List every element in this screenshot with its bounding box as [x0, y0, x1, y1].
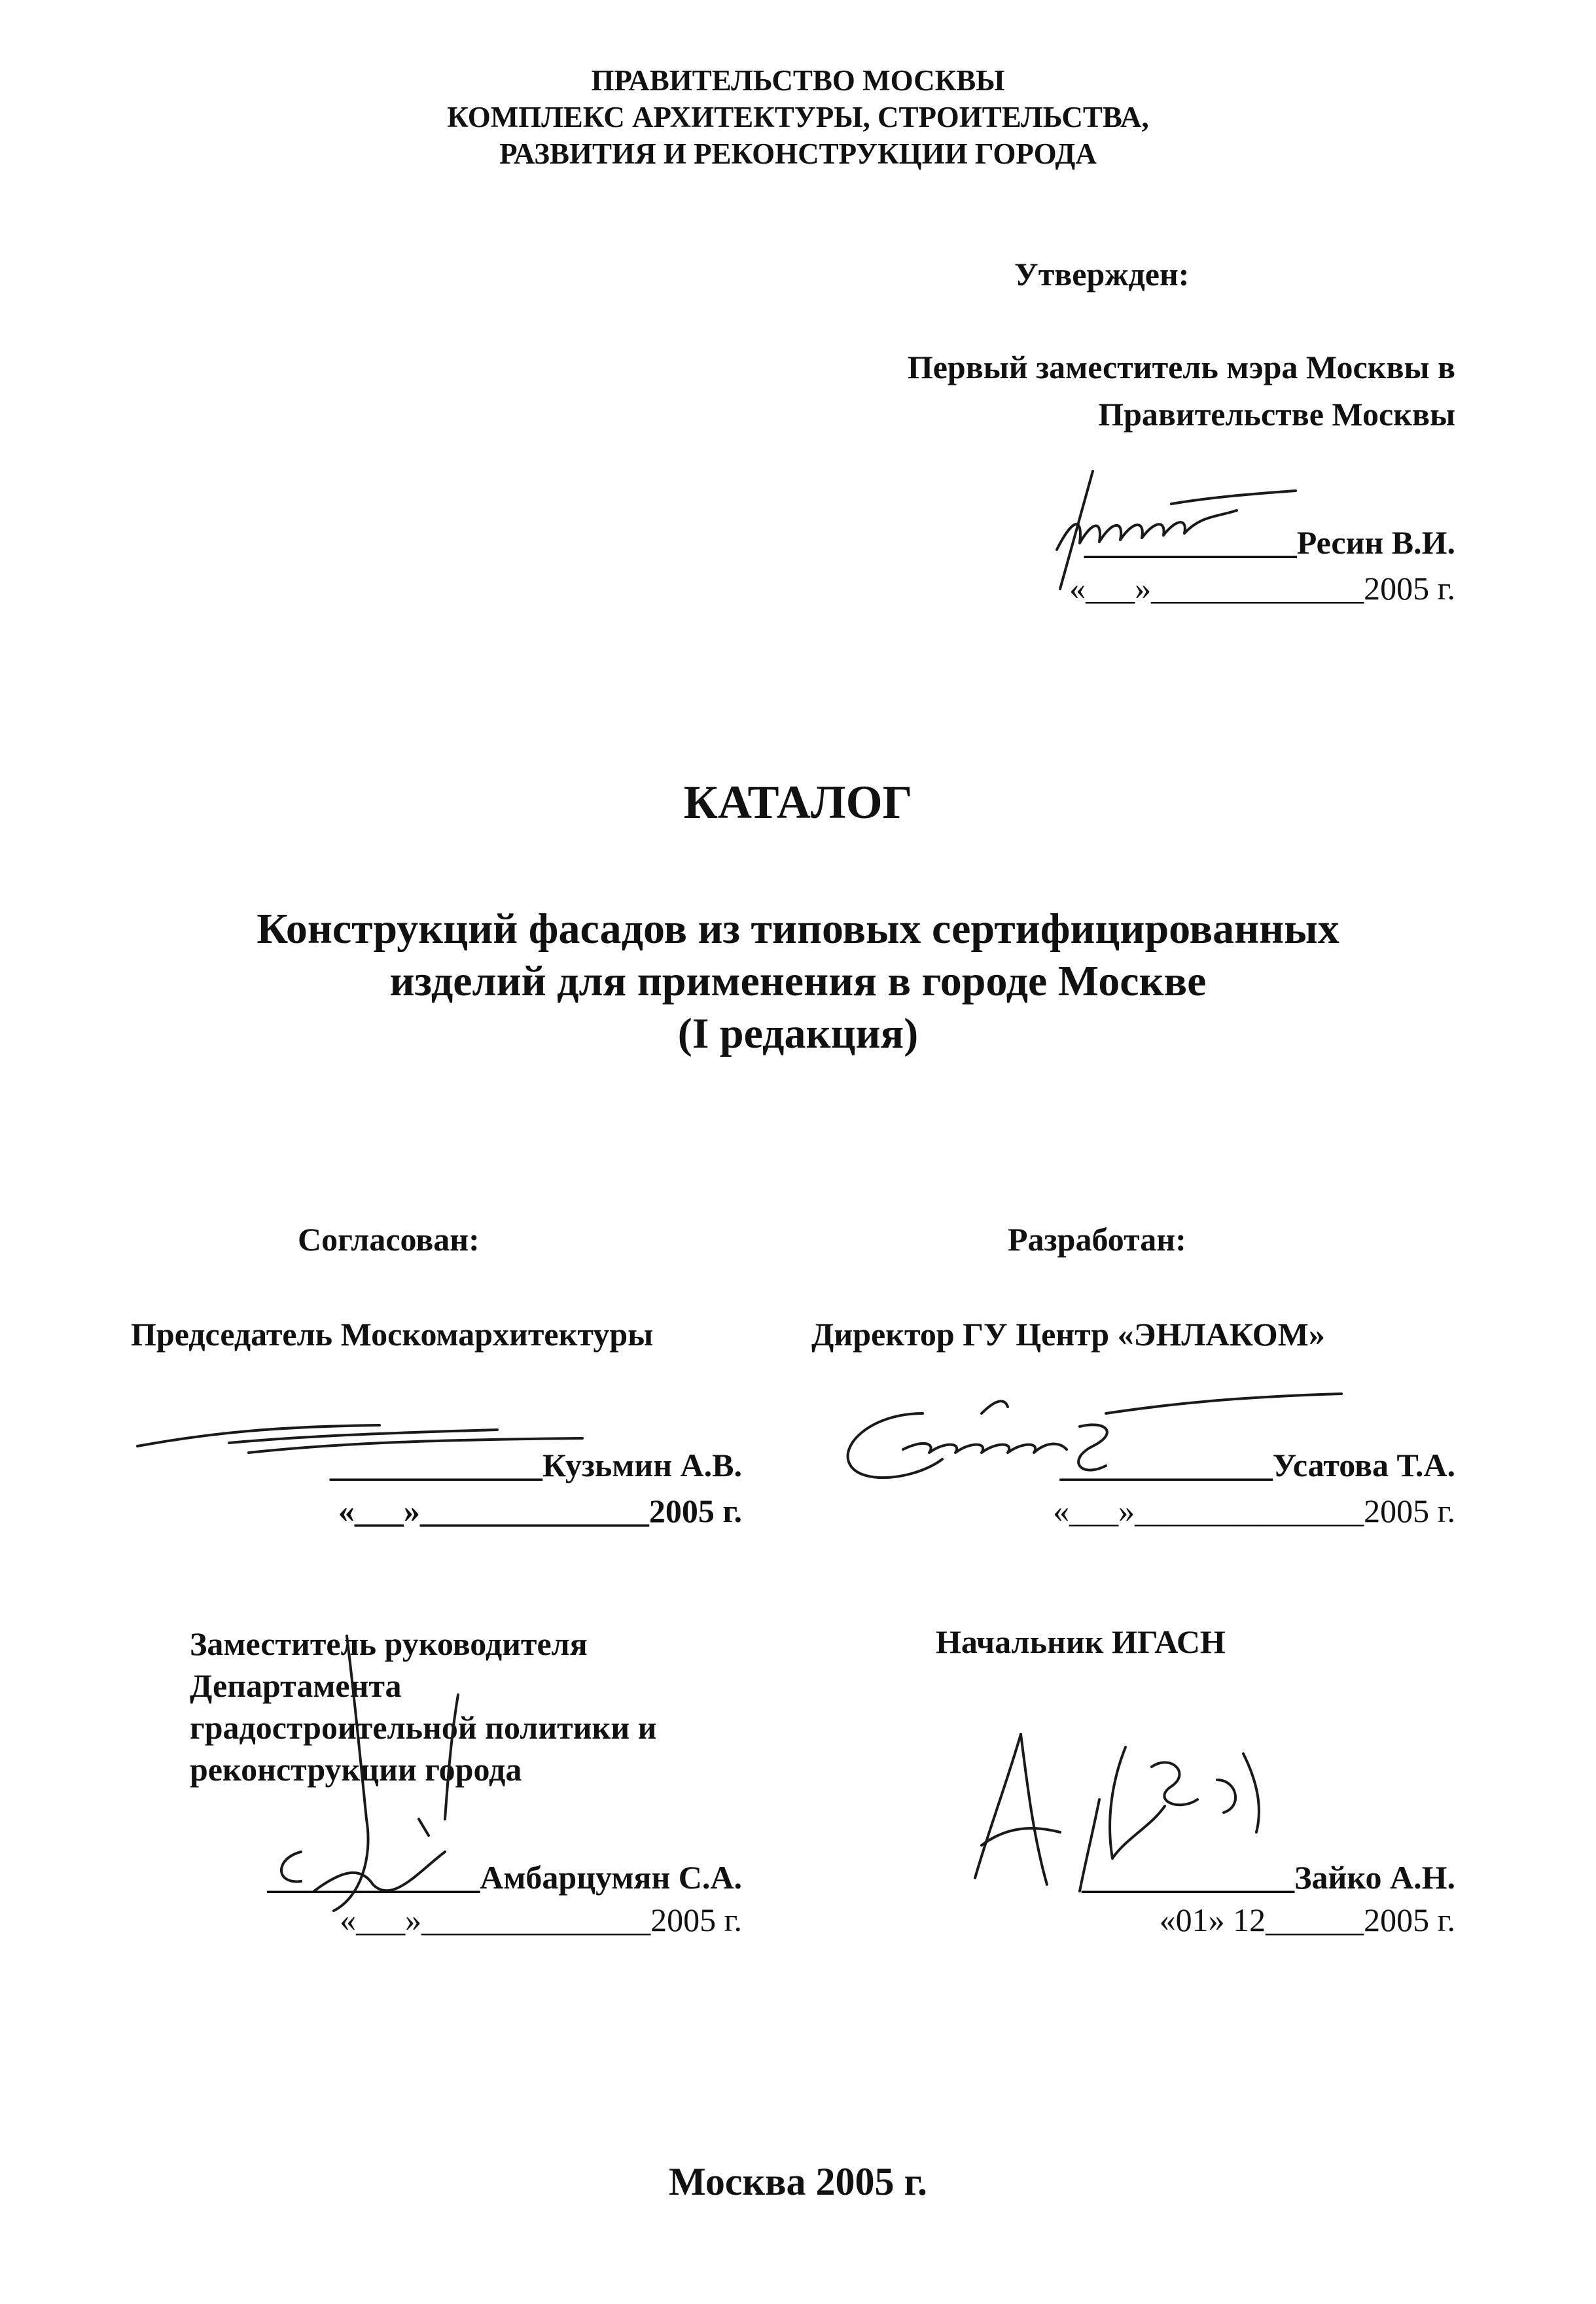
deputy-position-line-2: Департамента: [190, 1667, 402, 1704]
org-line-3: РАЗВИТИЯ И РЕКОНСТРУКЦИИ ГОРОДА: [499, 137, 1097, 170]
approved-position: [736, 344, 1455, 438]
catalog-title: КАТАЛОГ: [683, 776, 913, 828]
approved-position-line-2: Правительстве Москвы: [1098, 396, 1455, 433]
deputy-position-line-1: Заместитель руководителя: [190, 1625, 588, 1662]
subtitle-line-2: изделий для применения в городе Москве: [389, 957, 1207, 1005]
deputy-signer-name: _____________Амбарцумян С.А.: [267, 1859, 742, 1896]
agreed-title: Согласован:: [298, 1221, 480, 1258]
agreed-signer-name: _____________Кузьмин А.В.: [329, 1447, 742, 1483]
catalog-subtitle: [0, 903, 1596, 1060]
agreed-date: «___»______________2005 г.: [338, 1493, 742, 1529]
developed-date: «___»______________2005 г.: [1053, 1493, 1455, 1529]
approved-title: Утвержден:: [1014, 256, 1190, 292]
igasn-signer-name: _____________Зайко А.Н.: [1082, 1859, 1455, 1896]
approved-position-line-1: Первый заместитель мэра Москвы в: [907, 349, 1455, 385]
deputy-date: «___»______________2005 г.: [340, 1902, 742, 1938]
organization-header: [0, 62, 1596, 172]
igasn-position: Начальник ИГАСН: [936, 1623, 1226, 1660]
deputy-position-line-3: градостроительной политики и: [190, 1709, 657, 1746]
org-line-1: ПРАВИТЕЛЬСТВО МОСКВЫ: [591, 64, 1005, 97]
deputy-position-line-4: реконструкции города: [190, 1751, 522, 1788]
org-line-2: КОМПЛЕКС АРХИТЕКТУРЫ, СТРОИТЕЛЬСТВА,: [447, 101, 1149, 133]
developed-position: Директор ГУ Центр «ЭНЛАКОМ»: [811, 1316, 1325, 1353]
approved-signer-name: _____________Ресин В.И.: [1084, 524, 1455, 561]
subtitle-line-1: Конструкций фасадов из типовых сертифицированных: [257, 905, 1339, 953]
agreed-position: Председатель Москомархитектуры: [131, 1316, 654, 1353]
developed-signer-name: _____________Усатова Т.А.: [1059, 1447, 1455, 1483]
approved-date: «___»_____________2005 г.: [1069, 570, 1455, 607]
developed-title: Разработан:: [1008, 1221, 1186, 1258]
igasn-date: «01» 12______2005 г.: [1159, 1902, 1455, 1938]
subtitle-line-3: (I редакция): [677, 1010, 919, 1057]
footer-city-year: Москва 2005 г.: [669, 2160, 927, 2203]
